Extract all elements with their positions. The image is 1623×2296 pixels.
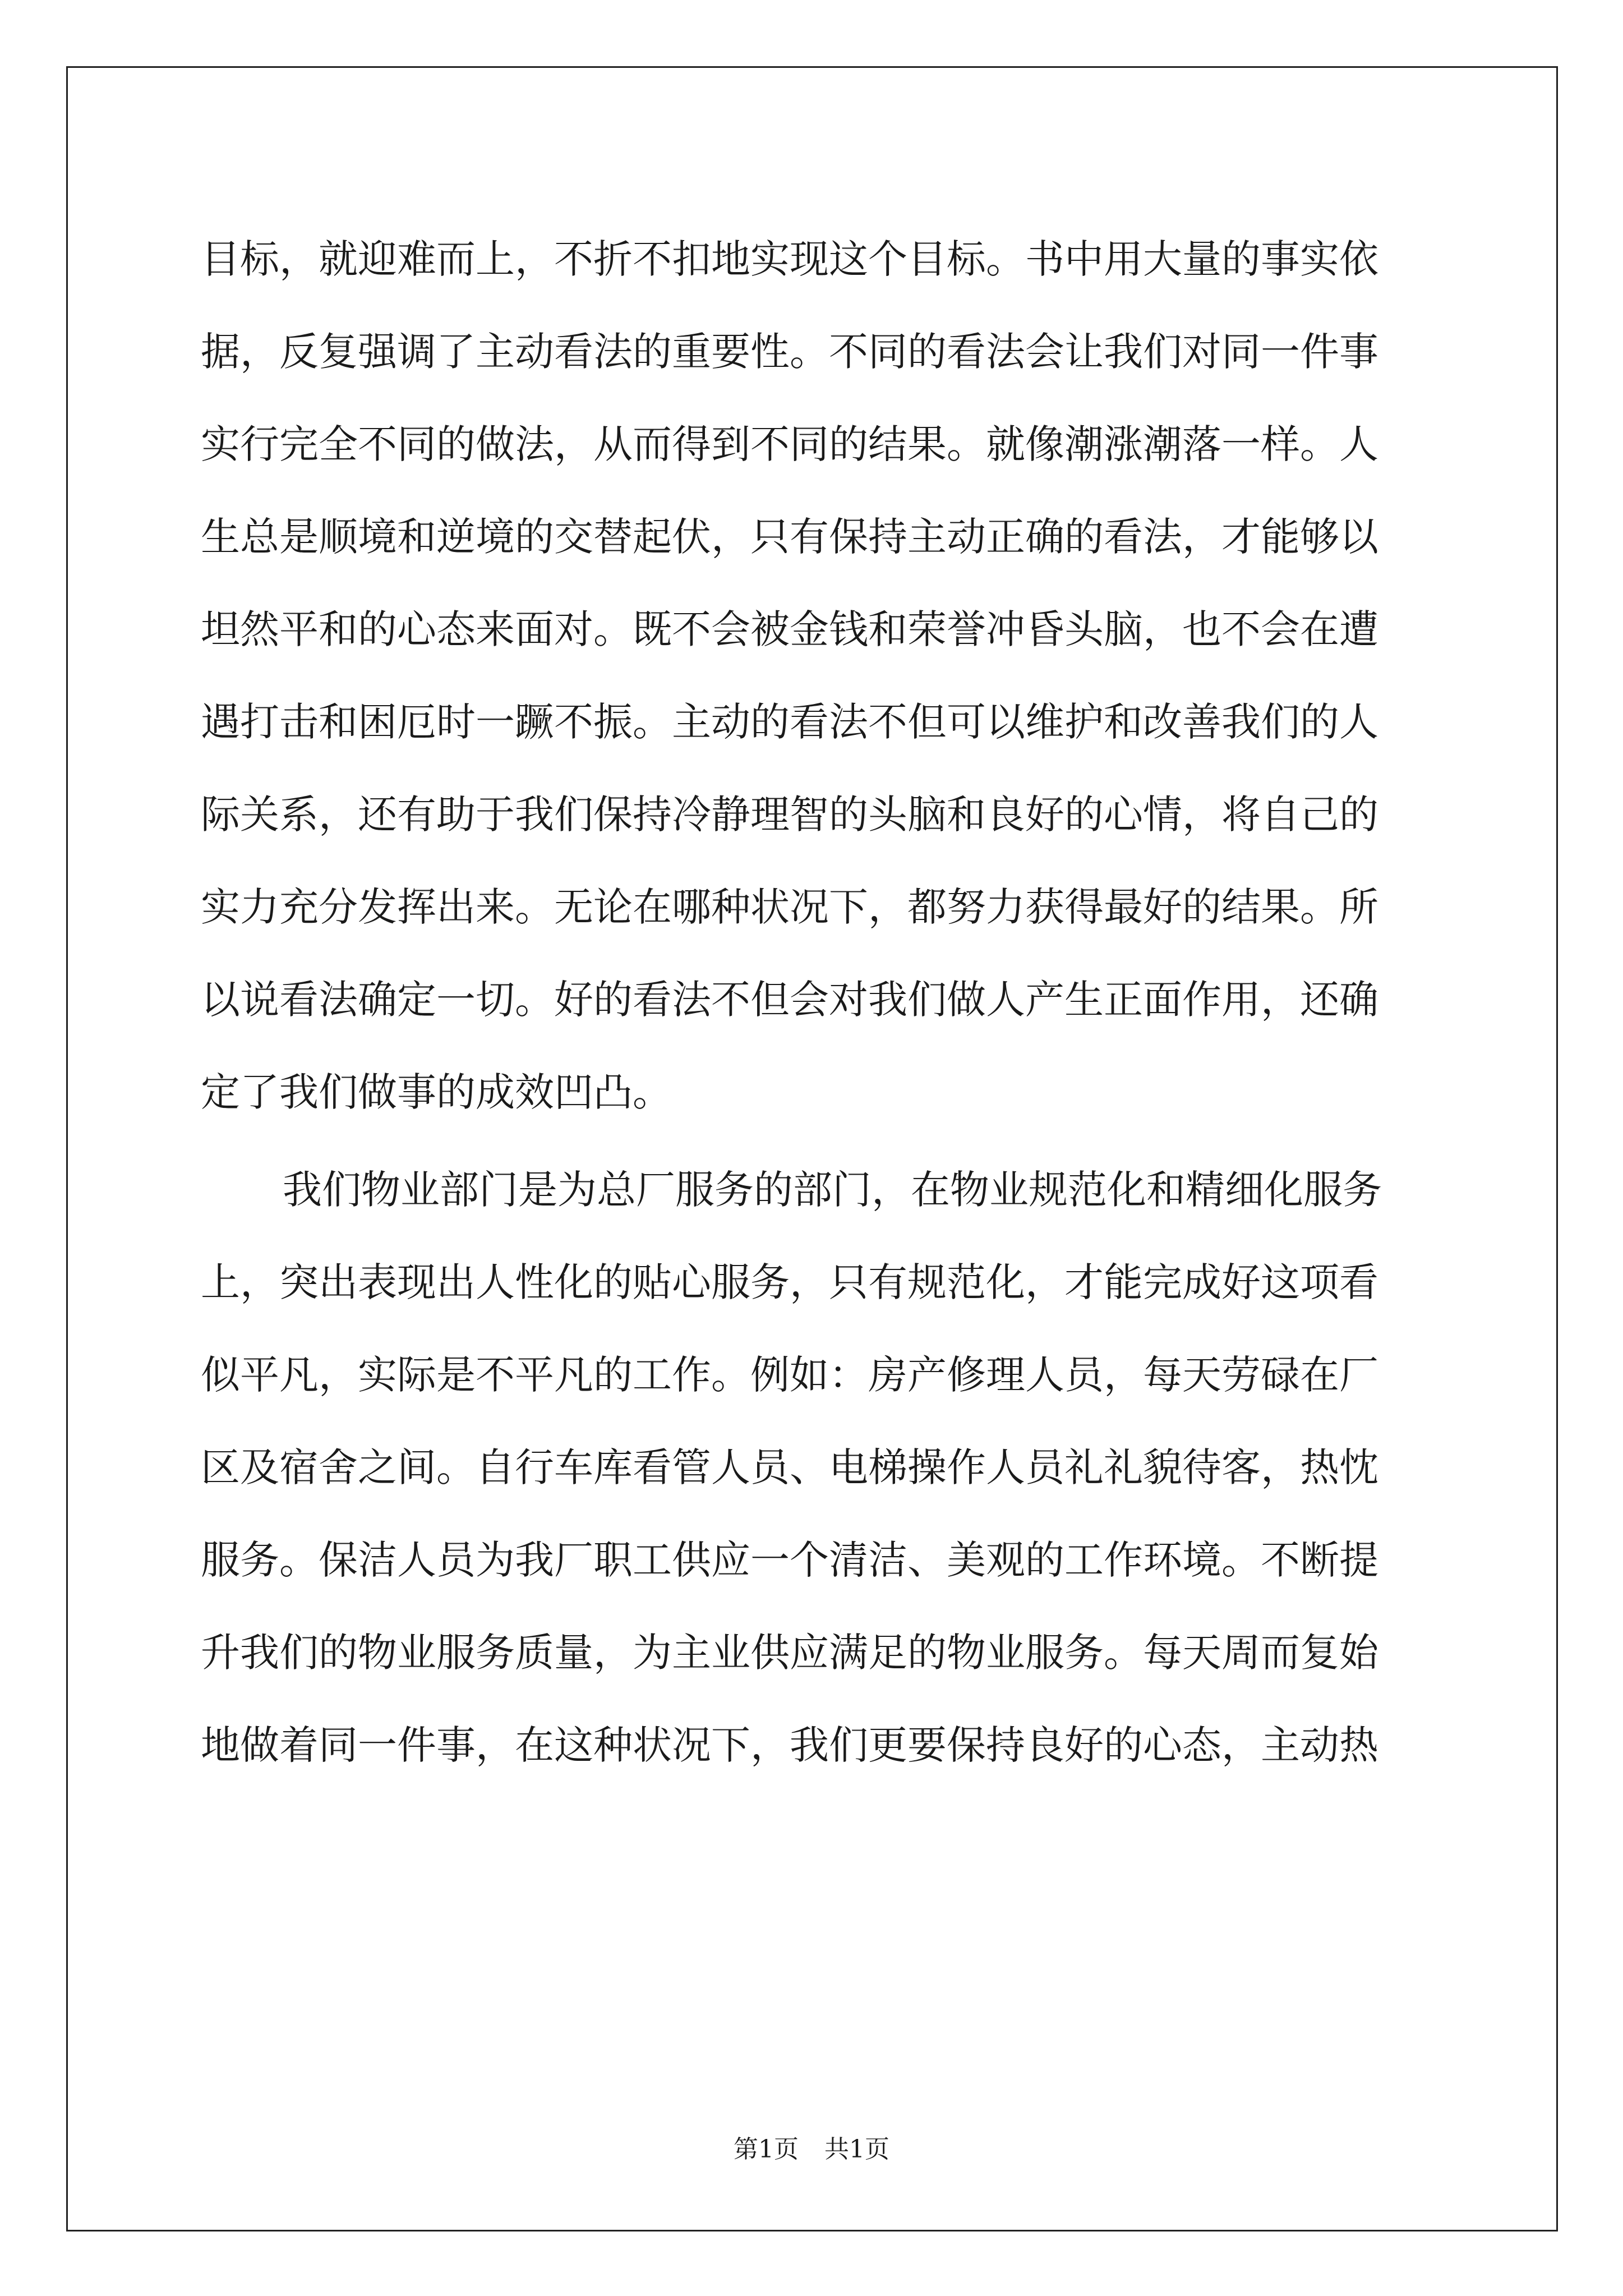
paragraph-2-line-2: 上，突出表现出人性化的贴心服务，只有规范化，才能完成好这项看 xyxy=(201,1259,1378,1305)
paragraph-2-line-3: 似平凡，实际是不平凡的工作。例如：房产修理人员，每天劳碌在厂 xyxy=(201,1352,1378,1398)
paragraph-2-line-4: 区及宿舍之间。自行车库看管人员、电梯操作人员礼礼貌待客，热忱 xyxy=(201,1444,1378,1490)
page-number: 第1页 xyxy=(734,2135,799,2164)
page-footer xyxy=(0,2133,1623,2166)
paragraph-1-line-8: 实力充分发挥出来。无论在哪种状况下，都努力获得最好的结果。所 xyxy=(201,884,1378,930)
paragraph-1-line-3: 实行完全不同的做法，从而得到不同的结果。就像潮涨潮落一样。人 xyxy=(201,421,1378,467)
paragraph-1-line-5: 坦然平和的心态来面对。既不会被金钱和荣誉冲昏头脑，也不会在遭 xyxy=(201,606,1378,652)
paragraph-1-line-9: 以说看法确定一切。好的看法不但会对我们做人产生正面作用，还确 xyxy=(201,977,1378,1023)
paragraph-2-line-1: 我们物业部门是为总厂服务的部门，在物业规范化和精细化服务 xyxy=(283,1167,1382,1213)
paragraph-2-line-6: 升我们的物业服务质量，为主业供应满足的物业服务。每天周而复始 xyxy=(201,1630,1378,1676)
paragraph-1-line-7: 际关系，还有助于我们保持冷静理智的头脑和良好的心情，将自己的 xyxy=(201,792,1378,838)
page-border xyxy=(66,66,1558,2231)
paragraph-1-line-10: 定了我们做事的成效凹凸。 xyxy=(201,1069,672,1115)
paragraph-2-line-5: 服务。保洁人员为我厂职工供应一个清洁、美观的工作环境。不断提 xyxy=(201,1537,1378,1583)
paragraph-2-line-7: 地做着同一件事，在这种状况下，我们更要保持良好的心态，主动热 xyxy=(201,1722,1378,1768)
paragraph-1-line-6: 遇打击和困厄时一蹶不振。主动的看法不但可以维护和改善我们的人 xyxy=(201,699,1378,745)
paragraph-1-line-4: 生总是顺境和逆境的交替起伏，只有保持主动正确的看法，才能够以 xyxy=(201,514,1378,560)
paragraph-1-line-2: 据，反复强调了主动看法的重要性。不同的看法会让我们对同一件事 xyxy=(201,329,1378,375)
page-total: 共1页 xyxy=(824,2135,889,2164)
paragraph-1-line-1: 目标，就迎难而上，不折不扣地实现这个目标。书中用大量的事实依 xyxy=(201,236,1378,282)
